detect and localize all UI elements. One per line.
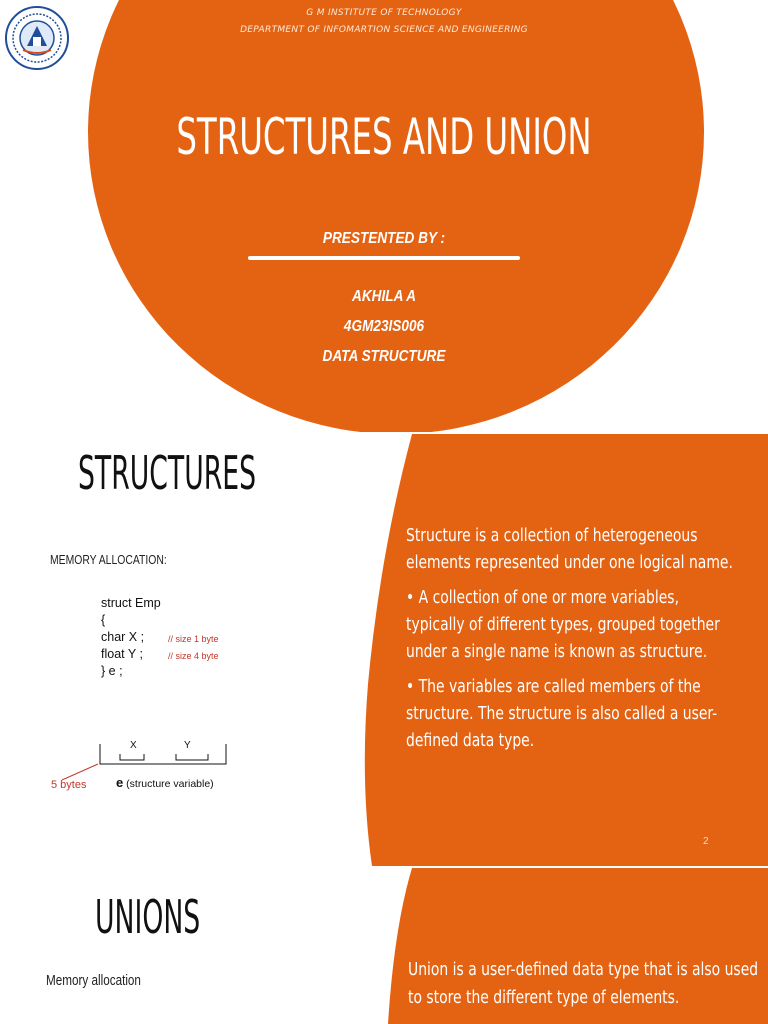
memory-allocation-label: Memory allocation bbox=[46, 972, 141, 989]
presented-by-label: PRESTENTED BY : bbox=[322, 230, 446, 247]
code-comment: // size 1 byte bbox=[168, 634, 219, 644]
title-slide bbox=[0, 0, 768, 432]
member-x-label: X bbox=[130, 740, 137, 751]
body-line: structure. The structure is also called a user- bbox=[406, 703, 718, 724]
structures-description bbox=[406, 522, 746, 754]
code-comment: // size 4 byte bbox=[168, 651, 219, 661]
page-number: 2 bbox=[703, 836, 709, 847]
code-line: struct Emp bbox=[101, 596, 161, 610]
orange-circle-background bbox=[88, 0, 704, 432]
body-line: elements represented under one logical name. bbox=[406, 552, 733, 573]
memory-allocation-label: MEMORY ALLOCATION: bbox=[50, 552, 167, 567]
body-line: to store the different type of elements. bbox=[408, 987, 680, 1008]
code-line: float Y ; bbox=[101, 647, 143, 661]
body-line: defined data type. bbox=[406, 730, 535, 751]
body-line: • A collection of one or more variables, bbox=[406, 587, 679, 608]
author-id: 4GM23IS006 bbox=[343, 318, 425, 335]
body-line: Structure is a collection of heterogeneous bbox=[406, 525, 698, 546]
code-line: } e ; bbox=[101, 664, 123, 678]
unions-slide bbox=[0, 868, 768, 1024]
code-line: char X ; bbox=[101, 630, 145, 644]
code-line: { bbox=[101, 613, 106, 627]
structures-slide bbox=[0, 434, 768, 866]
body-line: typically of different types, grouped together bbox=[406, 614, 720, 635]
slide-heading: UNIONS bbox=[95, 890, 201, 944]
structure-variable-caption bbox=[116, 775, 214, 790]
department-name: DEPARTMENT OF INFOMARTION SCIENCE AND ENGINEERING bbox=[240, 25, 528, 35]
slide-heading: STRUCTURES bbox=[78, 446, 257, 500]
presentation-title: STRUCTURES AND UNION bbox=[176, 108, 592, 166]
subject-name: DATA STRUCTURE bbox=[322, 348, 446, 365]
title-divider bbox=[248, 256, 520, 260]
size-label: 5 bytes bbox=[51, 779, 87, 791]
variable-letter: e bbox=[116, 775, 124, 790]
member-y-label: Y bbox=[184, 740, 191, 751]
body-line: under a single name is known as structure. bbox=[406, 641, 708, 662]
author-name: AKHILA A bbox=[352, 288, 416, 305]
body-line: Union is a user-defined data type that is also used bbox=[408, 959, 759, 980]
variable-caption-text: (structure variable) bbox=[123, 778, 214, 790]
unions-description bbox=[408, 956, 758, 1012]
body-line: • The variables are called members of the bbox=[406, 676, 701, 697]
institute-name: G M INSTITUTE OF TECHNOLOGY bbox=[306, 8, 462, 18]
